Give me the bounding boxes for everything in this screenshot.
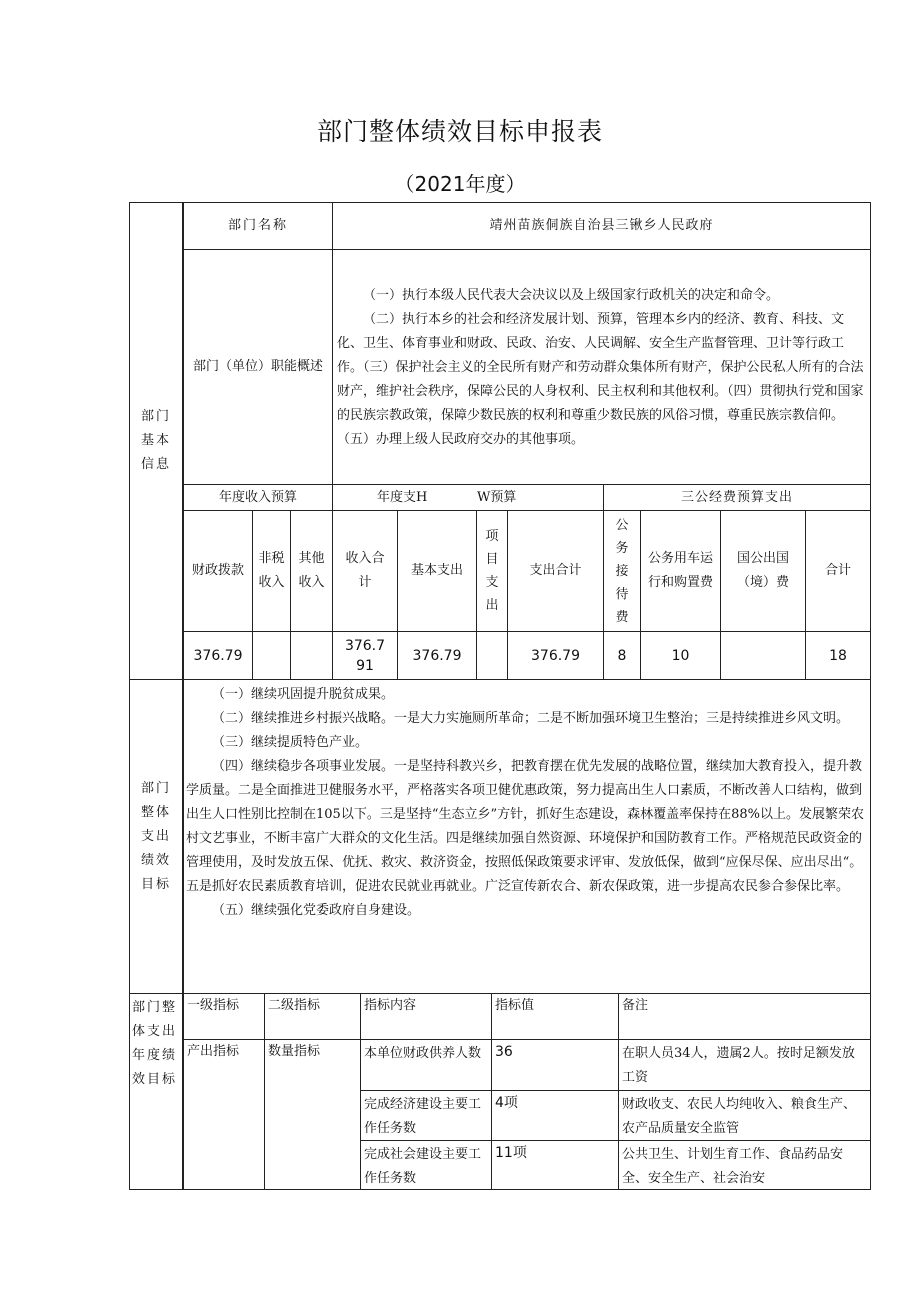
goal-paragraph: （三）继续提质特色产业。 (212, 735, 369, 750)
row-content: 完成社会建设主要工作任务数 (360, 1140, 492, 1190)
goal-paragraph: （二）继续推进乡村振兴战略。一是大力实施厕所革命；二是不断加强环境卫生整治；三是持续推进乡风文明。 (212, 711, 850, 726)
row-content: 完成经济建设主要工作任务数 (360, 1090, 492, 1141)
col-basic-exp: 基本支出 (397, 510, 477, 632)
val-total: 18 (805, 631, 871, 680)
duty-content (332, 249, 871, 485)
val-basic-exp: 376.79 (397, 631, 477, 680)
row-value: 11项 (491, 1140, 619, 1190)
col-reception: 公务接待费 (603, 510, 641, 632)
goal-paragraph: （一）继续巩固提升脱贫成果。 (212, 687, 395, 702)
val-fiscal: 376.79 (183, 631, 253, 680)
row-content: 本单位财政供养人数 (360, 1039, 492, 1091)
annual-goal-section-label: 部门整体支出年度绩效目标 (129, 993, 183, 1190)
row-value: 36 (491, 1039, 619, 1091)
col-income-total: 收入合计 (332, 510, 398, 632)
hdr-level2: 二级指标 (264, 993, 361, 1040)
page-title: 部门整体绩效目标申报表 (316, 117, 603, 146)
duty-paragraph: （一）执行本级人民代表大会决议以及上级国家行政机关的决定和命令。 (363, 288, 780, 303)
level1-value: 产出指标 (183, 1039, 265, 1190)
row-note: 财政收支、农民人均纯收入、粮食生产、农产品质量安全监管 (618, 1090, 871, 1141)
hdr-level1: 一级指标 (183, 993, 265, 1040)
basic-info-section-label: 部门基本信息 (129, 202, 183, 680)
val-exp-total: 376.79 (507, 631, 604, 680)
overall-goal-content (183, 679, 871, 994)
hdr-note: 备注 (618, 993, 871, 1040)
row-note: 公共卫生、计划生育工作、食品药品安全、安全生产、社会治安 (618, 1140, 871, 1190)
goal-paragraph: （五）继续强化党委政府自身建设。 (212, 903, 421, 918)
col-abroad: 国公出国（境）费 (720, 510, 806, 632)
val-project-exp (476, 631, 508, 680)
val-reception: 8 (603, 631, 641, 680)
hdr-content: 指标内容 (360, 993, 492, 1040)
row-value: 4项 (491, 1090, 619, 1141)
val-abroad (720, 631, 806, 680)
col-project-exp: 项目支出 (476, 510, 508, 632)
duty-paragraph: （二）执行本乡的社会和经济发展计划、预算，管理本乡内的经济、教育、科技、文化、卫生、体育事业和财政、民政、治安、人民调解、安全生产监督管理、卫计等行政工作。（三）保护社会主义的全民所有财产和劳动群众集体所有财产，保护公民私人所有的合法财产，维护社会秩序，保障公民的人身权利、民主权利和其他权利。（四）贯彻执行党和国家的民族宗教政策，保障少数民族的权利和尊重少数民族的风俗习惯，尊重民族宗教信仰。（五）办理上级人民政府交办的其他事项。 (337, 312, 864, 447)
col-other: 其他收入 (290, 510, 333, 632)
dept-name-value: 靖州苗族侗族自治县三锹乡人民政府 (332, 202, 871, 250)
hdr-value: 指标值 (491, 993, 619, 1040)
row-note: 在职人员34人，遗属2人。按时足额发放工资 (618, 1039, 871, 1091)
col-total: 合计 (805, 510, 871, 632)
col-fiscal: 财政拨款 (183, 510, 253, 632)
col-exp-total: 支出合计 (507, 510, 604, 632)
val-non-tax (252, 631, 291, 680)
overall-goal-section-label: 部门整体支出绩效目标 (129, 679, 183, 994)
val-other (290, 631, 333, 680)
sangong-budget-header: 三公经费预算支出 (603, 484, 871, 511)
year-subtitle: （2021年度） (394, 172, 526, 196)
dept-name-label: 部门名称 (183, 202, 333, 250)
goal-paragraph: （四）继续稳步各项事业发展。一是坚持科教兴乡，把教育摆在优先发展的战略位置，继续加大教育投入，提升教学质量。二是全面推进卫健服务水平，严格落实各项卫健优惠政策，努力提高出生人口素质，不断改善人口结构，做到出生人口性别比控制在105以下。三是坚持“生态立乡”方针，抓好生态建设，森林覆盖率保持在88%以上。发展繁荣农村文艺事业，不断丰富广大群众的文化生活。四是继续加强自然资源、环境保护和国防教育工作。严格规范民政资金的管理使用，及时发放五保、优抚、救灾、救济资金，按照低保政策要求评审、发放低保，做到“应保尽保、应出尽出“。五是抓好农民素质教育培训，促进农民就业再就业。广泛宣传新农合、新农保政策，进一步提高农民参合参保比率。 (186, 759, 865, 894)
income-budget-header: 年度收入预算 (183, 484, 333, 511)
level2-value: 数量指标 (264, 1039, 361, 1190)
duty-label: 部门（单位）职能概述 (183, 249, 333, 485)
col-vehicle: 公务用车运行和购置费 (640, 510, 721, 632)
col-non-tax: 非税收入 (252, 510, 291, 632)
expense-budget-header: 年度支H W预算 (332, 484, 604, 511)
val-income-total: 376.791 (332, 631, 398, 680)
val-vehicle: 10 (640, 631, 721, 680)
